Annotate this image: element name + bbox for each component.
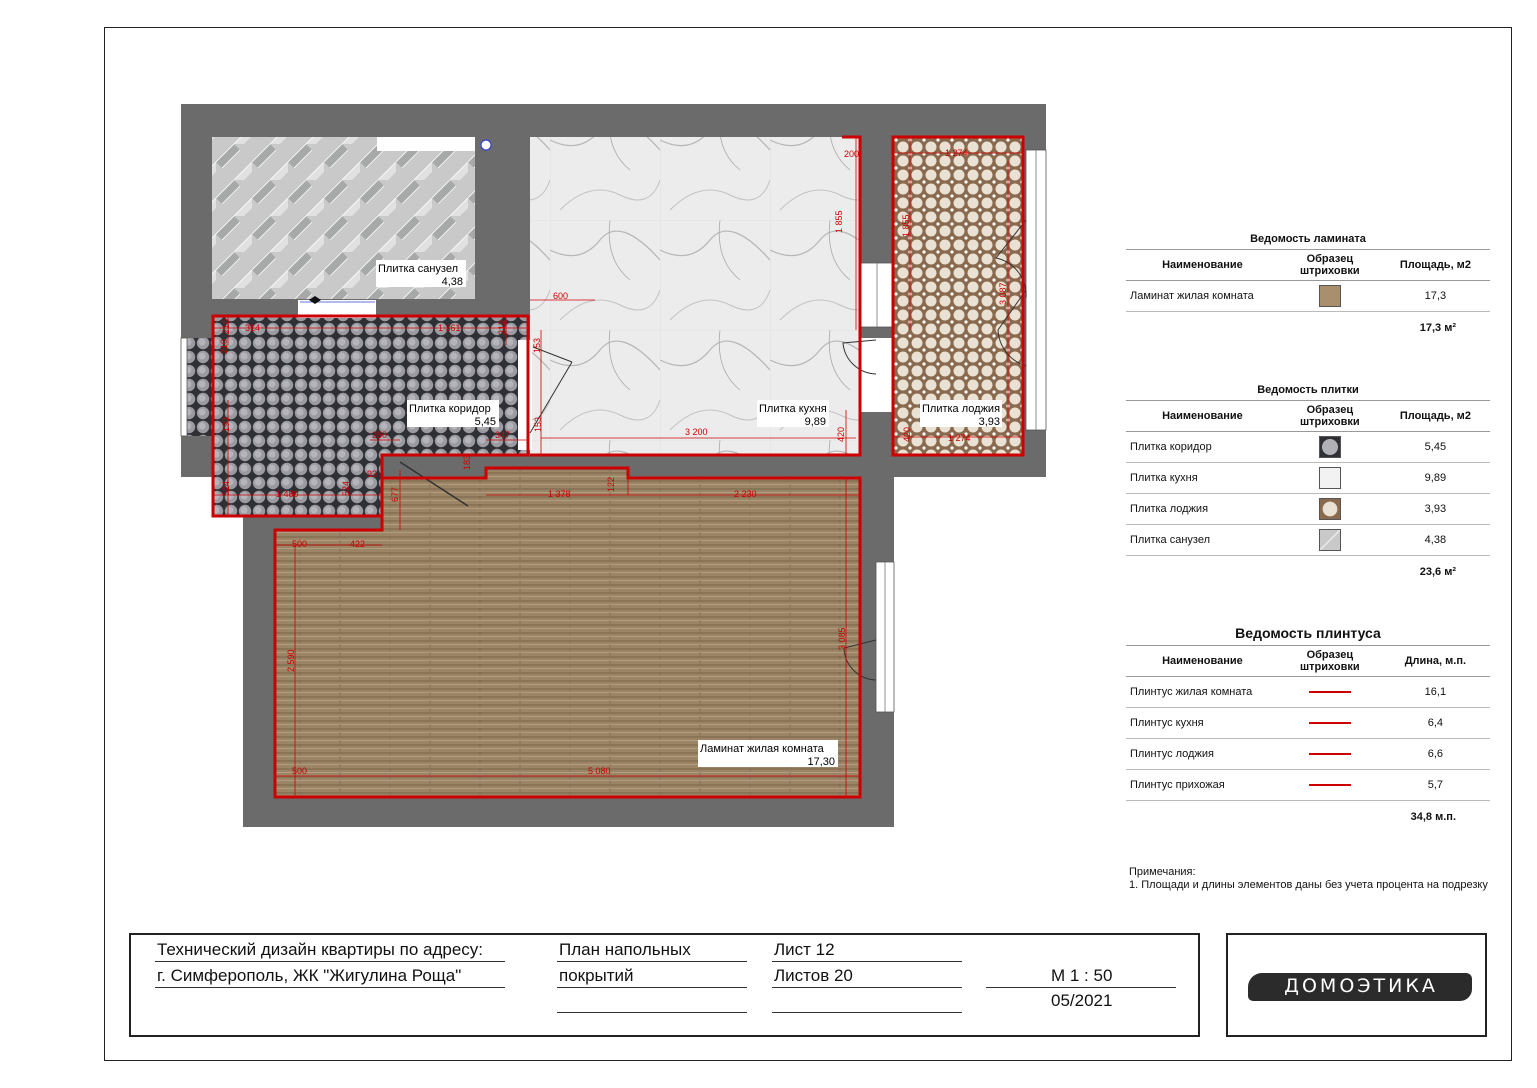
skirting-line-icon: [1309, 784, 1351, 786]
room-name: Плитка лоджия: [922, 403, 1001, 415]
tile-schedule: [1126, 384, 1490, 578]
column-header: Наименование: [1126, 646, 1279, 677]
dim-text: 422: [350, 539, 366, 549]
dim-text: 210: [219, 338, 229, 354]
dim-text: 93: [367, 469, 378, 479]
column-header: Образец штриховки: [1279, 250, 1381, 281]
schedule-table: [1126, 249, 1490, 312]
room-area: 9,89: [804, 416, 826, 428]
row-swatch: [1279, 739, 1381, 770]
table-header-row: [1126, 646, 1490, 677]
logo-box: [1226, 933, 1487, 1037]
underline: [772, 1012, 962, 1013]
underline: [986, 987, 1176, 988]
table-row: [1126, 432, 1490, 463]
underline: [557, 1012, 747, 1013]
schedule-title: Ведомость плитки: [1257, 384, 1359, 396]
room-area: 4,38: [441, 276, 463, 288]
column-header: Наименование: [1126, 250, 1279, 281]
dim-text: 193: [221, 416, 231, 432]
bathroom-fixture: [377, 137, 475, 151]
row-swatch: [1279, 708, 1381, 739]
dim-text: 1 274: [948, 433, 971, 443]
row-swatch: [1279, 281, 1381, 312]
dim-text: 420: [902, 426, 912, 442]
scale: М 1 : 50: [1051, 966, 1113, 985]
laminate-schedule: [1126, 233, 1490, 334]
underline: [557, 987, 747, 988]
column-header: Образец штриховки: [1279, 401, 1381, 432]
dim-text: 1 378: [548, 489, 571, 499]
column-header: Наименование: [1126, 401, 1279, 432]
door-opening: [860, 338, 894, 412]
schedule-title: Ведомость ламината: [1250, 233, 1366, 245]
dim-text: 1 855: [901, 214, 911, 237]
title-block: [129, 933, 1200, 1037]
row-value: 6,4: [1381, 708, 1490, 739]
sheet-title-1: План напольных: [559, 940, 691, 959]
row-value: 17,3: [1381, 281, 1490, 312]
row-name: Ламинат жилая комната: [1126, 281, 1279, 312]
row-swatch: [1279, 677, 1381, 708]
project-line-1: Технический дизайн квартиры по адресу:: [157, 940, 484, 959]
corridor-tile-swatch-icon: [1319, 436, 1341, 458]
dim-text: 600: [553, 291, 569, 301]
door-opening: [518, 340, 532, 450]
schedule-total: 23,6 м²: [1419, 566, 1456, 578]
dim-text: 524: [341, 480, 351, 496]
sheets-total: Листов 20: [774, 966, 853, 985]
row-value: 4,38: [1381, 525, 1490, 556]
underline: [557, 961, 747, 962]
room-name: Плитка санузел: [378, 263, 459, 275]
table-row: [1126, 525, 1490, 556]
dim-text: 3 200: [685, 427, 708, 437]
kitchen-tile-swatch-icon: [1319, 467, 1341, 489]
underline: [772, 987, 962, 988]
dim-text: 153: [533, 416, 543, 432]
skirting-line-icon: [1309, 753, 1351, 755]
row-swatch: [1279, 494, 1381, 525]
dim-text: 200: [844, 149, 860, 159]
window: [181, 338, 187, 436]
schedule-total: 17,3 м²: [1419, 322, 1456, 334]
underline: [155, 961, 505, 962]
date: 05/2021: [1051, 991, 1113, 1010]
room-area: 17,30: [807, 756, 835, 768]
room-label-loggia: [920, 400, 1002, 428]
dim-text: 500: [292, 539, 308, 549]
row-name: Плинтус кухня: [1126, 708, 1279, 739]
skirting-line-icon: [1309, 691, 1351, 693]
column-header: Длина, м.п.: [1381, 646, 1490, 677]
row-name: Плинтус жилая комната: [1126, 677, 1279, 708]
row-name: Плитка коридор: [1126, 432, 1279, 463]
room-label-living-room: [698, 740, 838, 768]
column-header: Площадь, м2: [1381, 250, 1490, 281]
schedule-title: Ведомость плинтуса: [1235, 625, 1381, 641]
table-row: [1126, 770, 1490, 801]
bathroom-tile-swatch-icon: [1319, 529, 1341, 551]
dim-text: 183: [462, 454, 472, 470]
room-name: Плитка коридор: [409, 403, 491, 415]
dim-text: 2 230: [734, 489, 757, 499]
room-name: Плитка кухня: [759, 403, 827, 415]
dim-text: 1 480: [276, 489, 299, 499]
underline: [772, 961, 962, 962]
room-label-corridor: [407, 400, 499, 428]
room-area: 5,45: [474, 416, 496, 428]
table-row: [1126, 708, 1490, 739]
column-header: Площадь, м2: [1381, 401, 1490, 432]
sheet-number: Лист 12: [774, 940, 835, 959]
dim-text: 3 085: [837, 627, 847, 650]
row-value: 5,45: [1381, 432, 1490, 463]
room-name: Ламинат жилая комната: [700, 743, 824, 755]
dim-text: 524: [221, 480, 231, 496]
row-value: 16,1: [1381, 677, 1490, 708]
loggia-tile-swatch-icon: [1319, 498, 1341, 520]
dim-text: 420: [836, 426, 846, 442]
dim-text: 3 087: [998, 282, 1008, 305]
row-swatch: [1279, 432, 1381, 463]
dim-text: 1 274: [945, 148, 968, 158]
dim-text: 250: [372, 430, 388, 440]
dim-text: 122: [606, 476, 616, 492]
underline: [155, 987, 505, 988]
dim-text: 1 361: [438, 323, 461, 333]
schedule-total: 34,8 м.п.: [1410, 811, 1456, 823]
row-value: 5,7: [1381, 770, 1490, 801]
table-row: [1126, 677, 1490, 708]
table-header-row: [1126, 401, 1490, 432]
bathroom-drain: [481, 140, 491, 150]
schedule-table: [1126, 645, 1490, 801]
row-value: 3,93: [1381, 494, 1490, 525]
dim-text: 2 590: [286, 649, 296, 672]
notes-text: 1. Площади и длины элементов даны без учета процента на подрезку: [1129, 879, 1488, 891]
row-name: Плитка лоджия: [1126, 494, 1279, 525]
room-label-kitchen: [757, 400, 829, 428]
logo: ДОМОЭТИКА: [1284, 975, 1438, 997]
row-swatch: [1279, 770, 1381, 801]
dim-text: 1 855: [834, 210, 844, 233]
dim-text: 314: [245, 323, 261, 333]
row-name: Плинтус прихожая: [1126, 770, 1279, 801]
skirting-schedule: [1126, 625, 1490, 823]
row-name: Плитка санузел: [1126, 525, 1279, 556]
dim-text: 312: [497, 319, 507, 335]
row-swatch: [1279, 463, 1381, 494]
row-swatch: [1279, 525, 1381, 556]
schedule-table: [1126, 400, 1490, 556]
table-header-row: [1126, 250, 1490, 281]
dim-text: 5 080: [588, 766, 611, 776]
room-label-bathroom: [376, 260, 466, 288]
dim-text: 347: [495, 430, 511, 440]
notes: [1129, 866, 1489, 892]
laminate-swatch-icon: [1319, 285, 1341, 307]
dim-text: 677: [390, 486, 400, 502]
table-row: [1126, 463, 1490, 494]
notes-heading: Примечания:: [1129, 866, 1196, 878]
dim-text: 210: [221, 318, 231, 334]
table-row: [1126, 494, 1490, 525]
row-value: 6,6: [1381, 739, 1490, 770]
skirting-line-icon: [1309, 722, 1351, 724]
room-area: 3,93: [978, 416, 1000, 428]
row-value: 9,89: [1381, 463, 1490, 494]
sheet-title-2: покрытий: [559, 966, 634, 985]
project-line-2: г. Симферополь, ЖК "Жигулина Роща": [157, 966, 462, 985]
table-row: [1126, 739, 1490, 770]
column-header: Образец штриховки: [1279, 646, 1381, 677]
table-row: [1126, 281, 1490, 312]
dim-text: 153: [532, 337, 542, 353]
row-name: Плинтус лоджия: [1126, 739, 1279, 770]
dim-text: 500: [292, 766, 308, 776]
row-name: Плитка кухня: [1126, 463, 1279, 494]
